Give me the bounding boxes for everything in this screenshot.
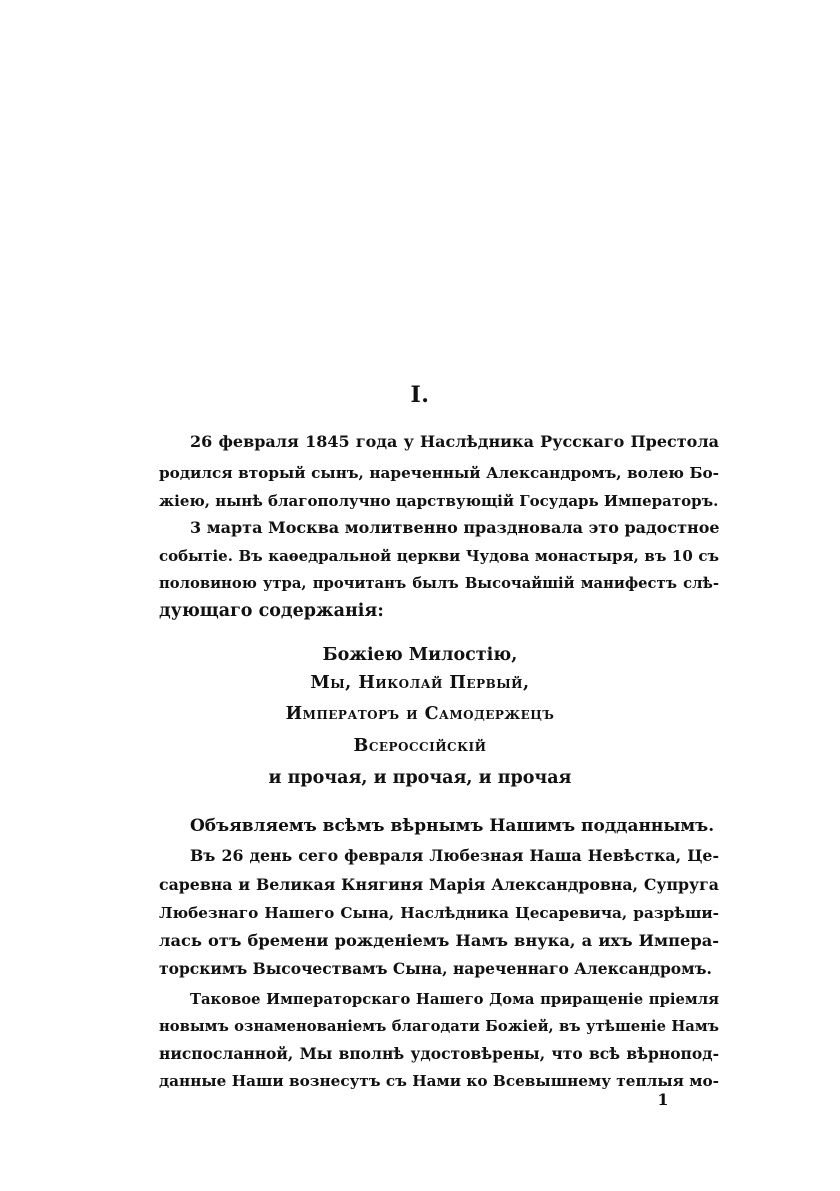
manifesto-title-line: и прочая, и прочая, и прочая bbox=[268, 768, 572, 788]
body-line: данные Наши вознесутъ съ Нами ко Всевышнему теплыя мо- bbox=[159, 1072, 719, 1090]
body-line: торскимъ Высочествамъ Сына, нареченнаго Александромъ. bbox=[159, 959, 712, 978]
body-line: Таковое Императорскаго Нашего Дома приращеніе пріемля bbox=[190, 991, 719, 1008]
manifesto-title-line: Императоръ и Самодержецъ bbox=[285, 704, 555, 724]
body-line: саревна и Великая Княгиня Марія Александровна, Супруга bbox=[159, 875, 719, 894]
body-line: ниспосланной, Мы вполнѣ удостовѣрены, что всѣ вѣрнопод- bbox=[159, 1044, 719, 1063]
manifesto-title-line: Мы, Николай Первый, bbox=[310, 673, 530, 693]
page-number: 1 bbox=[657, 1090, 669, 1109]
manifesto-title-line: Божіею Милостію, bbox=[322, 645, 518, 665]
body-line: событіе. Въ каѳедральной церкви Чудова монастыря, въ 10 съ bbox=[159, 547, 719, 565]
manifesto-title-line: Всероссійскій bbox=[353, 736, 487, 756]
body-line: жіею, нынѣ благополучно царствующій Государь Императоръ. bbox=[159, 492, 719, 510]
body-line: родился вторый сынъ, нареченный Александромъ, волею Бо- bbox=[159, 464, 719, 482]
body-line: Любезнаго Нашего Сына, Наслѣдника Цесаревича, разрѣши- bbox=[159, 904, 719, 922]
body-line: Объявляемъ всѣмъ вѣрнымъ Нашимъ подданнымъ. bbox=[190, 816, 715, 836]
body-line: Въ 26 день сего февраля Любезная Наша Невѣстка, Це- bbox=[190, 846, 719, 865]
chapter-numeral: I. bbox=[410, 382, 430, 408]
body-line: 26 февраля 1845 года у Наслѣдника Русскаго Престола bbox=[190, 432, 719, 451]
body-line: дующаго содержанія: bbox=[159, 601, 384, 621]
body-line: половиною утра, прочитанъ былъ Высочайшій манифестъ слѣ- bbox=[159, 575, 719, 592]
body-line: 3 марта Москва молитвенно праздновала это радостное bbox=[190, 518, 720, 537]
body-line: лась отъ бремени рожденіемъ Намъ внука, а ихъ Импера- bbox=[159, 931, 719, 950]
body-line: новымъ ознаменованіемъ благодати Божіей, въ утѣшеніе Намъ bbox=[159, 1018, 719, 1035]
